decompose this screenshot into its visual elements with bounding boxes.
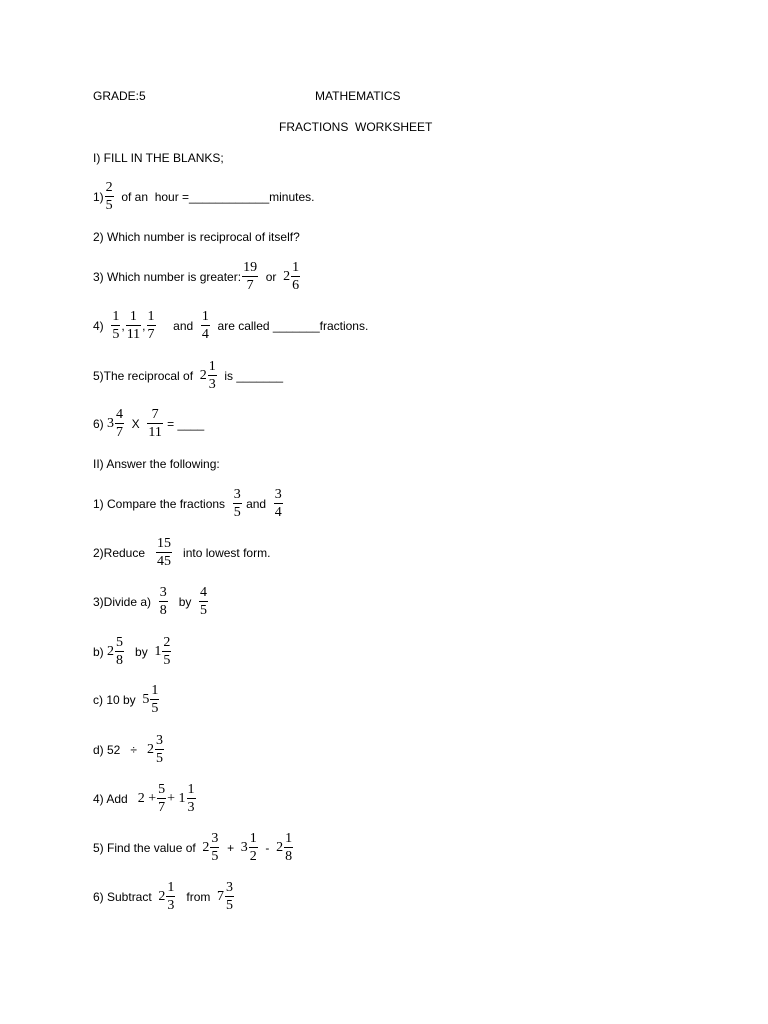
whole-number: 3 [107,416,115,431]
fraction-numerator: 1 [147,309,155,324]
fraction [187,782,196,816]
question-text: or [259,270,284,284]
fraction-denominator: 5 [233,505,241,520]
grade-label: GRADE:5 [93,89,146,103]
fraction [115,635,124,669]
fraction-denominator: 5 [151,701,159,716]
fraction [242,260,258,294]
question-text: , [142,319,146,333]
question-text: I) FILL IN THE BLANKS; [93,151,224,165]
fraction-numerator: 7 [147,407,162,424]
fraction [126,309,141,343]
fraction [155,733,164,767]
question-text: and [242,497,273,511]
question-1-6 [93,404,204,444]
question-text: X [125,417,147,431]
fraction-numerator: 1 [292,260,300,275]
fraction-denominator: 5 [211,849,219,864]
fraction [156,536,172,570]
fraction [166,880,175,914]
fraction-numerator: 2 [163,635,171,650]
question-2-3a [93,582,209,622]
question-text: 3) Which number is greater: [93,270,242,284]
fraction-numerator: 3 [274,487,282,502]
question-text: 5) Find the value of [93,841,203,855]
question-2-3c [93,680,160,720]
whole-number: 2 [202,840,210,855]
fraction [249,831,258,865]
fraction [291,260,300,294]
fraction-numerator: 4 [200,585,208,600]
whole-number: 2 [146,742,154,757]
question-text: 3)Divide a) [93,595,158,609]
fraction-numerator: 1 [208,359,216,374]
question-text: - [258,841,277,855]
fraction-denominator: 5 [226,898,234,913]
fraction-numerator: 2 [105,180,113,195]
whole-number: 2 [283,269,291,284]
question-text: into lowest form. [173,546,271,560]
fraction-denominator: 11 [126,327,141,342]
worksheet-title: FRACTIONS WORKSHEET [279,120,433,134]
fraction-numerator: 3 [233,487,241,502]
fraction-denominator: 45 [157,554,172,569]
fraction-numerator: 1 [151,683,159,698]
question-text: by [168,595,199,609]
whole-number: 2 + [137,791,157,806]
whole-number: 3 [240,840,248,855]
fraction-numerator: 1 [285,831,293,846]
fraction [147,309,156,343]
question-2-5 [93,828,294,868]
fraction-denominator: 7 [116,425,124,440]
fraction-denominator: 3 [167,898,175,913]
fraction-numerator: 1 [167,880,175,895]
fraction [208,359,217,393]
fraction-numerator: 1 [126,309,141,326]
fraction-denominator: 7 [246,278,254,293]
whole-number: 2 [158,889,166,904]
question-text: and [156,319,200,333]
question-text: 1) Compare the fractions [93,497,232,511]
fraction [274,487,283,521]
question-text: by [125,645,155,659]
fraction-denominator: 11 [148,425,162,440]
section-2-heading [93,444,220,484]
fraction [210,831,219,865]
whole-number: 2 [199,368,207,383]
fraction-denominator: 3 [208,377,216,392]
fraction-denominator: 7 [158,800,166,815]
fraction-numerator: 3 [211,831,219,846]
question-2-3b [93,632,172,672]
question-1-5 [93,356,283,396]
fraction-numerator: 5 [158,782,166,797]
question-text: d) 52 ÷ [93,743,147,757]
fraction [199,585,208,619]
whole-number: 7 [217,889,225,904]
fraction [233,487,242,521]
question-2-4 [93,779,197,819]
question-text: + [220,841,241,855]
whole-number: 5 [142,692,150,707]
question-text: c) 10 by [93,693,143,707]
fraction-denominator: 5 [200,603,208,618]
fraction-denominator: 4 [274,505,282,520]
fraction-numerator: 1 [201,309,209,324]
fraction-denominator: 4 [201,327,209,342]
question-2-1 [93,484,284,524]
question-text: 4) Add [93,792,138,806]
fraction-numerator: 5 [116,635,124,650]
question-2-6 [93,877,235,917]
fraction-denominator: 5 [155,751,163,766]
question-text: is _______ [217,369,284,383]
fraction [105,180,114,214]
question-text: 4) [93,319,111,333]
fraction [157,782,166,816]
question-text: = ____ [163,417,205,431]
section-1-heading [93,138,224,178]
question-2-3d [93,730,165,770]
question-text: of an hour =____________minutes. [114,190,315,204]
fraction-denominator: 8 [159,603,167,618]
fraction-numerator: 1 [112,309,120,324]
question-text: II) Answer the following: [93,457,220,471]
fraction-denominator: 8 [285,849,293,864]
question-text: from [176,890,218,904]
question-text: b) [93,645,108,659]
fraction-denominator: 3 [187,800,195,815]
fraction-denominator: 5 [112,327,120,342]
question-text: 2) Which number is reciprocal of itself? [93,230,300,244]
fraction [225,880,234,914]
question-1-1 [93,177,315,217]
question-1-2 [93,217,300,257]
question-text: 1) [93,190,104,204]
fraction-numerator: 1 [187,782,195,797]
whole-number: 1 [154,644,162,659]
whole-number: + 1 [167,791,186,806]
fraction-denominator: 2 [249,849,257,864]
fraction-denominator: 8 [116,653,124,668]
fraction-numerator: 4 [116,407,124,422]
question-1-4 [93,306,368,346]
fraction [284,831,293,865]
fraction-denominator: 7 [147,327,155,342]
question-text: 6) Subtract [93,890,159,904]
fraction [159,585,168,619]
fraction [150,683,159,717]
fraction-numerator: 3 [155,733,163,748]
whole-number: 2 [107,644,115,659]
subject-label: MATHEMATICS [315,89,401,103]
fraction-numerator: 1 [249,831,257,846]
fraction [147,407,162,441]
fraction [201,309,210,343]
question-text: 2)Reduce [93,546,156,560]
fraction-denominator: 5 [105,198,113,213]
question-1-3 [93,257,301,297]
question-text: 5)The reciprocal of [93,369,200,383]
whole-number: 2 [276,840,284,855]
question-text: 6) [93,417,108,431]
fraction-denominator: 6 [292,278,300,293]
fraction-numerator: 3 [226,880,234,895]
fraction [115,407,124,441]
fraction-numerator: 15 [157,536,172,551]
fraction [111,309,120,343]
question-text: , [121,319,125,333]
fraction-numerator: 3 [159,585,167,600]
question-2-2 [93,533,270,573]
fraction-numerator: 19 [243,260,258,275]
fraction [162,635,171,669]
fraction-denominator: 5 [163,653,171,668]
question-text: are called _______fractions. [210,319,369,333]
